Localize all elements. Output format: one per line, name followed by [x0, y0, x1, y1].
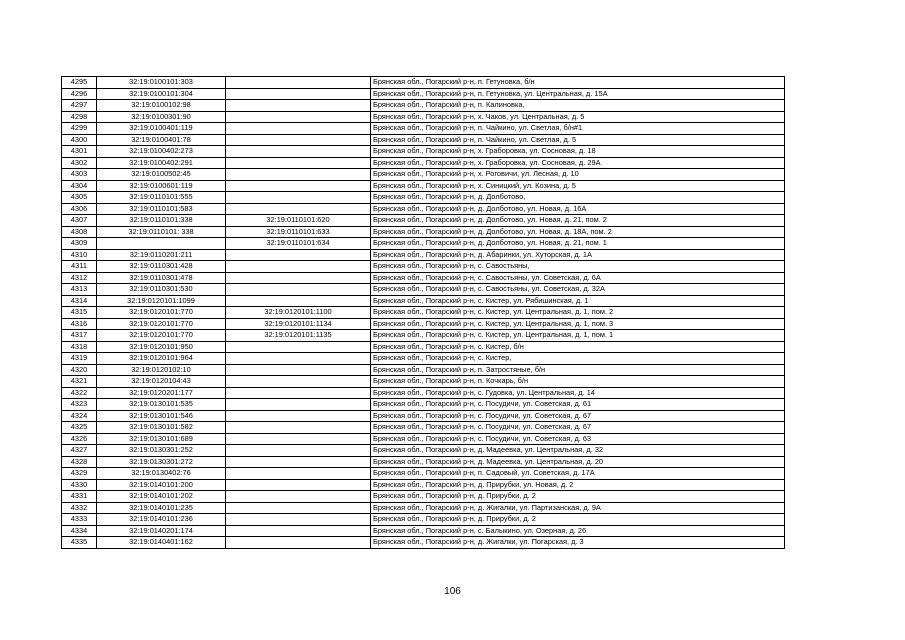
cadastral-number-cell: 32:19:0100101:303	[97, 77, 226, 89]
table-row	[62, 330, 785, 342]
cadastral-number-cell: 32:19:0120101:950	[97, 341, 226, 353]
address-cell: Брянская обл., Погарский р-н, с. Посудичи, ул. Советская, д. 67	[371, 422, 785, 434]
cadastral-number-cell: 32:19:0100401:119	[97, 123, 226, 135]
row-number-cell: 4319	[62, 353, 97, 365]
table-row	[62, 525, 785, 537]
room-cadastral-number-cell	[226, 169, 371, 181]
room-cadastral-number-cell	[226, 88, 371, 100]
row-number-cell: 4330	[62, 479, 97, 491]
row-number-cell: 4305	[62, 192, 97, 204]
room-cadastral-number-cell	[226, 157, 371, 169]
row-number-cell: 4297	[62, 100, 97, 112]
room-cadastral-number-cell	[226, 180, 371, 192]
row-number-cell: 4306	[62, 203, 97, 215]
room-cadastral-number-cell: 32:19:0120101:1135	[226, 330, 371, 342]
room-cadastral-number-cell: 32:19:0110101:634	[226, 238, 371, 250]
table-row	[62, 261, 785, 273]
address-cell: Брянская обл., Погарский р-н, д. Прирубки, д. 2	[371, 491, 785, 503]
table-row	[62, 157, 785, 169]
cadastral-number-cell: 32:19:0120104:43	[97, 376, 226, 388]
table-row	[62, 376, 785, 388]
row-number-cell: 4317	[62, 330, 97, 342]
room-cadastral-number-cell	[226, 111, 371, 123]
room-cadastral-number-cell	[226, 479, 371, 491]
table-row	[62, 502, 785, 514]
room-cadastral-number-cell	[226, 468, 371, 480]
row-number-cell: 4331	[62, 491, 97, 503]
table-row	[62, 88, 785, 100]
cadastral-number-cell: 32:19:0140101:236	[97, 514, 226, 526]
room-cadastral-number-cell: 32:19:0120101:1100	[226, 307, 371, 319]
address-cell: Брянская обл., Погарский р-н, с. Балыкино, ул. Озерная, д. 26	[371, 525, 785, 537]
cadastral-number-cell: 32:19:0120201:177	[97, 387, 226, 399]
row-number-cell: 4323	[62, 399, 97, 411]
cadastral-number-cell: 32:19:0140101:202	[97, 491, 226, 503]
cadastral-number-cell: 32:19:0130101:535	[97, 399, 226, 411]
address-cell: Брянская обл., Погарский р-н, х. Роговичи, ул. Лесная, д. 10	[371, 169, 785, 181]
room-cadastral-number-cell	[226, 146, 371, 158]
address-cell: Брянская обл., Погарский р-н, с. Посудичи, ул. Советская, д. 67	[371, 410, 785, 422]
address-cell: Брянская обл., Погарский р-н, п. Гетуновка, б/н	[371, 77, 785, 89]
table-row	[62, 134, 785, 146]
cadastral-number-cell: 32:19:0130101:546	[97, 410, 226, 422]
cadastral-number-cell: 32:19:0100401:78	[97, 134, 226, 146]
row-number-cell: 4315	[62, 307, 97, 319]
room-cadastral-number-cell	[226, 410, 371, 422]
address-cell: Брянская обл., Погарский р-н, с. Кистер,	[371, 353, 785, 365]
cadastral-number-cell: 32:19:0100402:291	[97, 157, 226, 169]
cadastral-number-cell: 32:19:0110101: 338	[97, 226, 226, 238]
address-cell: Брянская обл., Погарский р-н, с. Посудичи, ул. Советская, д. 63	[371, 433, 785, 445]
address-cell: Брянская обл., Погарский р-н, с. Кистер, ул. Центральная, д. 1, пом. 1	[371, 330, 785, 342]
table-row	[62, 468, 785, 480]
cadastral-number-cell: 32:19:0120101:770	[97, 330, 226, 342]
table-row	[62, 203, 785, 215]
cadastral-number-cell: 32:19:0140401:162	[97, 537, 226, 549]
address-cell: Брянская обл., Погарский р-н, с. Кистер, ул. Рябишинская, д. 1	[371, 295, 785, 307]
cadastral-number-cell: 32:19:0100101:304	[97, 88, 226, 100]
room-cadastral-number-cell	[226, 445, 371, 457]
table-row	[62, 514, 785, 526]
cadastral-number-cell: 32:19:0140201:174	[97, 525, 226, 537]
address-cell: Брянская обл., Погарский р-н, д. Долботово, ул. Новая, д. 21, пом. 1	[371, 238, 785, 250]
row-number-cell: 4324	[62, 410, 97, 422]
row-number-cell: 4329	[62, 468, 97, 480]
cadastral-number-cell: 32:19:0120101:1099	[97, 295, 226, 307]
room-cadastral-number-cell	[226, 364, 371, 376]
row-number-cell: 4309	[62, 238, 97, 250]
address-cell: Брянская обл., Погарский р-н, п. Калиновка,	[371, 100, 785, 112]
row-number-cell: 4307	[62, 215, 97, 227]
row-number-cell: 4313	[62, 284, 97, 296]
row-number-cell: 4311	[62, 261, 97, 273]
row-number-cell: 4314	[62, 295, 97, 307]
table-row	[62, 318, 785, 330]
address-cell: Брянская обл., Погарский р-н, с. Савостьяны, ул. Советская, д. 6А	[371, 272, 785, 284]
cadastral-number-cell: 32:19:0140101:200	[97, 479, 226, 491]
cadastral-number-cell: 32:19:0110101:583	[97, 203, 226, 215]
room-cadastral-number-cell	[226, 502, 371, 514]
room-cadastral-number-cell: 32:19:0120101:1134	[226, 318, 371, 330]
address-cell: Брянская обл., Погарский р-н, д. Абаринки, ул. Хуторская, д. 1А	[371, 249, 785, 261]
address-cell: Брянская обл., Погарский р-н, с. Савостьяны,	[371, 261, 785, 273]
room-cadastral-number-cell	[226, 387, 371, 399]
table-row	[62, 146, 785, 158]
address-cell: Брянская обл., Погарский р-н, п. Гетуновка, ул. Центральная, д. 15А	[371, 88, 785, 100]
records-table-body	[62, 77, 785, 549]
address-cell: Брянская обл., Погарский р-н, д. Долботово, ул. Новая, д. 18А, пом. 2	[371, 226, 785, 238]
address-cell: Брянская обл., Погарский р-н, с. Савостьяны, ул. Советская, д. 32А	[371, 284, 785, 296]
room-cadastral-number-cell: 32:19:0110101:620	[226, 215, 371, 227]
page-number: 106	[444, 586, 461, 597]
room-cadastral-number-cell	[226, 192, 371, 204]
cadastral-number-cell: 32:19:0130101:582	[97, 422, 226, 434]
address-cell: Брянская обл., Погарский р-н, х. Граборовка, ул. Сосновая, д. 18	[371, 146, 785, 158]
room-cadastral-number-cell	[226, 353, 371, 365]
address-cell: Брянская обл., Погарский р-н, с. Кистер, ул. Центральная, д. 1, пом. 3	[371, 318, 785, 330]
room-cadastral-number-cell	[226, 433, 371, 445]
records-table	[61, 76, 785, 549]
row-number-cell: 4299	[62, 123, 97, 135]
table-row	[62, 422, 785, 434]
row-number-cell: 4322	[62, 387, 97, 399]
room-cadastral-number-cell	[226, 295, 371, 307]
table-row	[62, 180, 785, 192]
table-row	[62, 410, 785, 422]
row-number-cell: 4318	[62, 341, 97, 353]
address-cell: Брянская обл., Погарский р-н, д. Жигалки, ул. Партизанская, д. 9А	[371, 502, 785, 514]
cadastral-number-cell: 32:19:0110101:338	[97, 215, 226, 227]
room-cadastral-number-cell	[226, 341, 371, 353]
row-number-cell: 4326	[62, 433, 97, 445]
cadastral-number-cell: 32:19:0140101:235	[97, 502, 226, 514]
table-row	[62, 100, 785, 112]
table-row	[62, 341, 785, 353]
room-cadastral-number-cell	[226, 203, 371, 215]
room-cadastral-number-cell	[226, 100, 371, 112]
row-number-cell: 4302	[62, 157, 97, 169]
table-row	[62, 387, 785, 399]
table-row	[62, 307, 785, 319]
room-cadastral-number-cell	[226, 249, 371, 261]
table-row	[62, 284, 785, 296]
room-cadastral-number-cell	[226, 77, 371, 89]
address-cell: Брянская обл., Погарский р-н, д. Жигалки, ул. Погарская, д. 3	[371, 537, 785, 549]
address-cell: Брянская обл., Погарский р-н, п. Кочкарь, б/н	[371, 376, 785, 388]
room-cadastral-number-cell	[226, 537, 371, 549]
row-number-cell: 4300	[62, 134, 97, 146]
table-row	[62, 295, 785, 307]
table-row	[62, 249, 785, 261]
address-cell: Брянская обл., Погарский р-н, д. Прирубки, ул. Новая, д. 2	[371, 479, 785, 491]
row-number-cell: 4316	[62, 318, 97, 330]
row-number-cell: 4332	[62, 502, 97, 514]
address-cell: Брянская обл., Погарский р-н, д. Прирубки, д. 2	[371, 514, 785, 526]
room-cadastral-number-cell	[226, 422, 371, 434]
table-row	[62, 226, 785, 238]
cadastral-number-cell: 32:19:0110101:555	[97, 192, 226, 204]
row-number-cell: 4312	[62, 272, 97, 284]
room-cadastral-number-cell	[226, 376, 371, 388]
row-number-cell: 4328	[62, 456, 97, 468]
address-cell: Брянская обл., Погарский р-н, х. Чаков, ул. Центральная, д. 5	[371, 111, 785, 123]
address-cell: Брянская обл., Погарский р-н, х. Граборовка, ул. Сосновая, д. 29А	[371, 157, 785, 169]
row-number-cell: 4327	[62, 445, 97, 457]
address-cell: Брянская обл., Погарский р-н, п. Чайкино, ул. Светлая, д. 5	[371, 134, 785, 146]
cadastral-number-cell: 32:19:0110301:428	[97, 261, 226, 273]
table-row	[62, 192, 785, 204]
cadastral-number-cell: 32:19:0120101:770	[97, 318, 226, 330]
table-row	[62, 399, 785, 411]
room-cadastral-number-cell	[226, 284, 371, 296]
row-number-cell: 4301	[62, 146, 97, 158]
address-cell: Брянская обл., Погарский р-н, с. Гудовка, ул. Центральная, д. 14	[371, 387, 785, 399]
room-cadastral-number-cell	[226, 456, 371, 468]
table-row	[62, 479, 785, 491]
table-row	[62, 433, 785, 445]
row-number-cell: 4308	[62, 226, 97, 238]
address-cell: Брянская обл., Погарский р-н, д. Долботово,	[371, 192, 785, 204]
address-cell: Брянская обл., Погарский р-н, с. Кистер, б/н	[371, 341, 785, 353]
table-row	[62, 456, 785, 468]
table-row	[62, 491, 785, 503]
cadastral-number-cell: 32:19:0120101:770	[97, 307, 226, 319]
table-row	[62, 169, 785, 181]
address-cell: Брянская обл., Погарский р-н, с. Посудичи, ул. Советская, д. 61	[371, 399, 785, 411]
cadastral-number-cell: 32:19:0120102:10	[97, 364, 226, 376]
address-cell: Брянская обл., Погарский р-н, д. Долботово, ул. Новая, д. 16А	[371, 203, 785, 215]
room-cadastral-number-cell	[226, 491, 371, 503]
address-cell: Брянская обл., Погарский р-н, д. Мадеевка, ул. Центральная, д. 20	[371, 456, 785, 468]
cadastral-number-cell: 32:19:0130101:689	[97, 433, 226, 445]
table-row	[62, 215, 785, 227]
address-cell: Брянская обл., Погарский р-н, п. Чайкино, ул. Светлая, б/н#1	[371, 123, 785, 135]
row-number-cell: 4320	[62, 364, 97, 376]
room-cadastral-number-cell	[226, 134, 371, 146]
address-cell: Брянская обл., Погарский р-н, п. Затростяные, б/н	[371, 364, 785, 376]
row-number-cell: 4321	[62, 376, 97, 388]
table-row	[62, 353, 785, 365]
cadastral-number-cell: 32:19:0120101:964	[97, 353, 226, 365]
cadastral-number-cell: 32:19:0130301:272	[97, 456, 226, 468]
room-cadastral-number-cell	[226, 272, 371, 284]
row-number-cell: 4295	[62, 77, 97, 89]
cadastral-number-cell: 32:19:0100102:98	[97, 100, 226, 112]
cadastral-number-cell: 32:19:0100502:45	[97, 169, 226, 181]
table-row	[62, 238, 785, 250]
cadastral-number-cell: 32:19:0130301:252	[97, 445, 226, 457]
row-number-cell: 4304	[62, 180, 97, 192]
room-cadastral-number-cell	[226, 514, 371, 526]
table-row	[62, 272, 785, 284]
cadastral-number-cell: 32:19:0130402:76	[97, 468, 226, 480]
room-cadastral-number-cell	[226, 525, 371, 537]
room-cadastral-number-cell	[226, 261, 371, 273]
row-number-cell: 4333	[62, 514, 97, 526]
table-row	[62, 537, 785, 549]
cadastral-number-cell: 32:19:0110301:530	[97, 284, 226, 296]
row-number-cell: 4310	[62, 249, 97, 261]
table-row	[62, 111, 785, 123]
room-cadastral-number-cell	[226, 123, 371, 135]
cadastral-number-cell	[97, 238, 226, 250]
cadastral-number-cell: 32:19:0100301:90	[97, 111, 226, 123]
row-number-cell: 4303	[62, 169, 97, 181]
row-number-cell: 4298	[62, 111, 97, 123]
row-number-cell: 4335	[62, 537, 97, 549]
room-cadastral-number-cell: 32:19:0110101:633	[226, 226, 371, 238]
address-cell: Брянская обл., Погарский р-н, д. Долботово, ул. Новая, д. 21, пом. 2	[371, 215, 785, 227]
row-number-cell: 4325	[62, 422, 97, 434]
room-cadastral-number-cell	[226, 399, 371, 411]
row-number-cell: 4296	[62, 88, 97, 100]
cadastral-number-cell: 32:19:0110301:478	[97, 272, 226, 284]
address-cell: Брянская обл., Погарский р-н, с. Кистер, ул. Центральная, д. 1, пом. 2	[371, 307, 785, 319]
address-cell: Брянская обл., Погарский р-н, п. Садовый, ул. Советская, д. 17А	[371, 468, 785, 480]
cadastral-number-cell: 32:19:0100402:273	[97, 146, 226, 158]
address-cell: Брянская обл., Погарский р-н, д. Мадеевка, ул. Центральная, д. 32	[371, 445, 785, 457]
table-row	[62, 445, 785, 457]
row-number-cell: 4334	[62, 525, 97, 537]
cadastral-number-cell: 32:19:0100601:119	[97, 180, 226, 192]
table-row	[62, 364, 785, 376]
cadastral-number-cell: 32:19:0110201:211	[97, 249, 226, 261]
table-row	[62, 77, 785, 89]
address-cell: Брянская обл., Погарский р-н, х. Синицкий, ул. Козина, д. 5	[371, 180, 785, 192]
table-row	[62, 123, 785, 135]
